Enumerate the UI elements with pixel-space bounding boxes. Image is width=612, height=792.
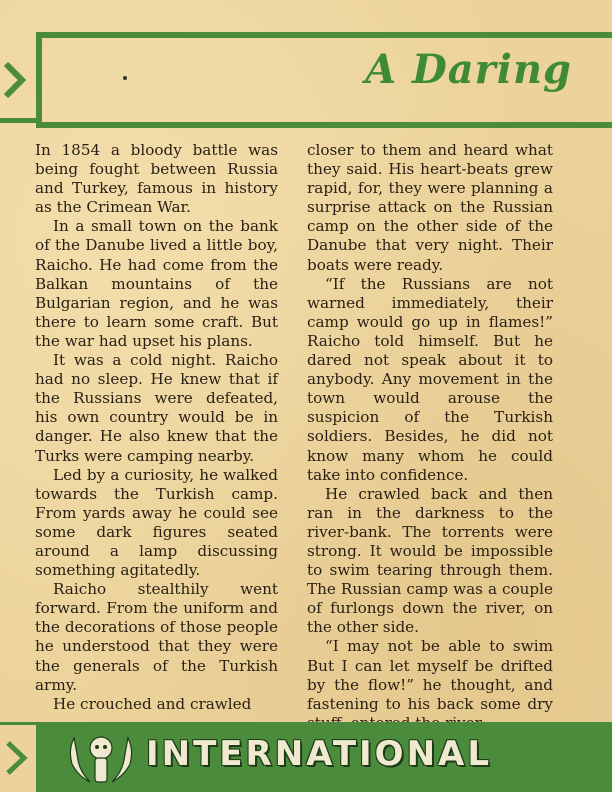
paragraph: In 1854 a bloody battle was being fought between Russia and Turkey, famous in history as the Crimean War.	[35, 141, 278, 217]
paragraph: “I may not be able to swim But I can let myself be drifted by the flow!” he thought, and fastening to his back some dry	[307, 637, 553, 713]
chevron-right-icon	[4, 738, 30, 778]
header-left-rule	[0, 118, 40, 123]
brand-wordmark: INTERNATIONAL	[146, 734, 493, 774]
paragraph: He crawled back and then ran in the darkness to the river-bank. The torrents were strong. It would be impossible to swim tearing through them. The Russian camp was a couple of furlongs down the river, on the other side.	[307, 484, 553, 637]
paragraph: “If the Russians are not warned immediately, their camp would go up in flames!” Raicho told himself. But he dared not speak about it to anybody. Any movement in the town would arouse the suspicion of the Turkish soldiers. Besides, he did not know many whom he could take into confidence.	[307, 274, 553, 484]
ink-dot	[123, 76, 127, 80]
footer-left-rule	[0, 722, 40, 725]
child-emblem-icon	[64, 730, 138, 786]
paragraph: In a small town on the bank of the Danube lived a little boy, Raicho. He had come from the Balkan mountains of the Bulgarian region, and he was there to learn some craft. But the war had upset his plans.	[35, 217, 278, 350]
paragraph: It was a cold night. Raicho had no sleep. He knew that if the Russians were defeated, his own country would be in danger. He also knew that the Turks were camping nearby.	[35, 351, 278, 465]
left-text-column	[35, 141, 278, 714]
page-title: A Daring	[365, 46, 572, 93]
chevron-right-icon	[2, 58, 28, 102]
paragraph: closer to them and heard what they said. His heart-beats grew rapid, for, they were planning a surprise attack on the Russian camp on the other side of the Danube that very night. Their boats were ready.	[307, 141, 553, 274]
paragraph: He crouched and crawled	[53, 694, 252, 713]
paragraph: Led by a curiosity, he walked towards the Turkish camp. From yards away he could see some dark figures seated around a lamp discussing something agitatedly.	[35, 465, 278, 580]
right-text-column	[307, 141, 553, 733]
paragraph: Raicho stealthily went forward. From the uniform and the decorations of those people he understood that they were the generals of the Turkish army.	[35, 580, 278, 694]
